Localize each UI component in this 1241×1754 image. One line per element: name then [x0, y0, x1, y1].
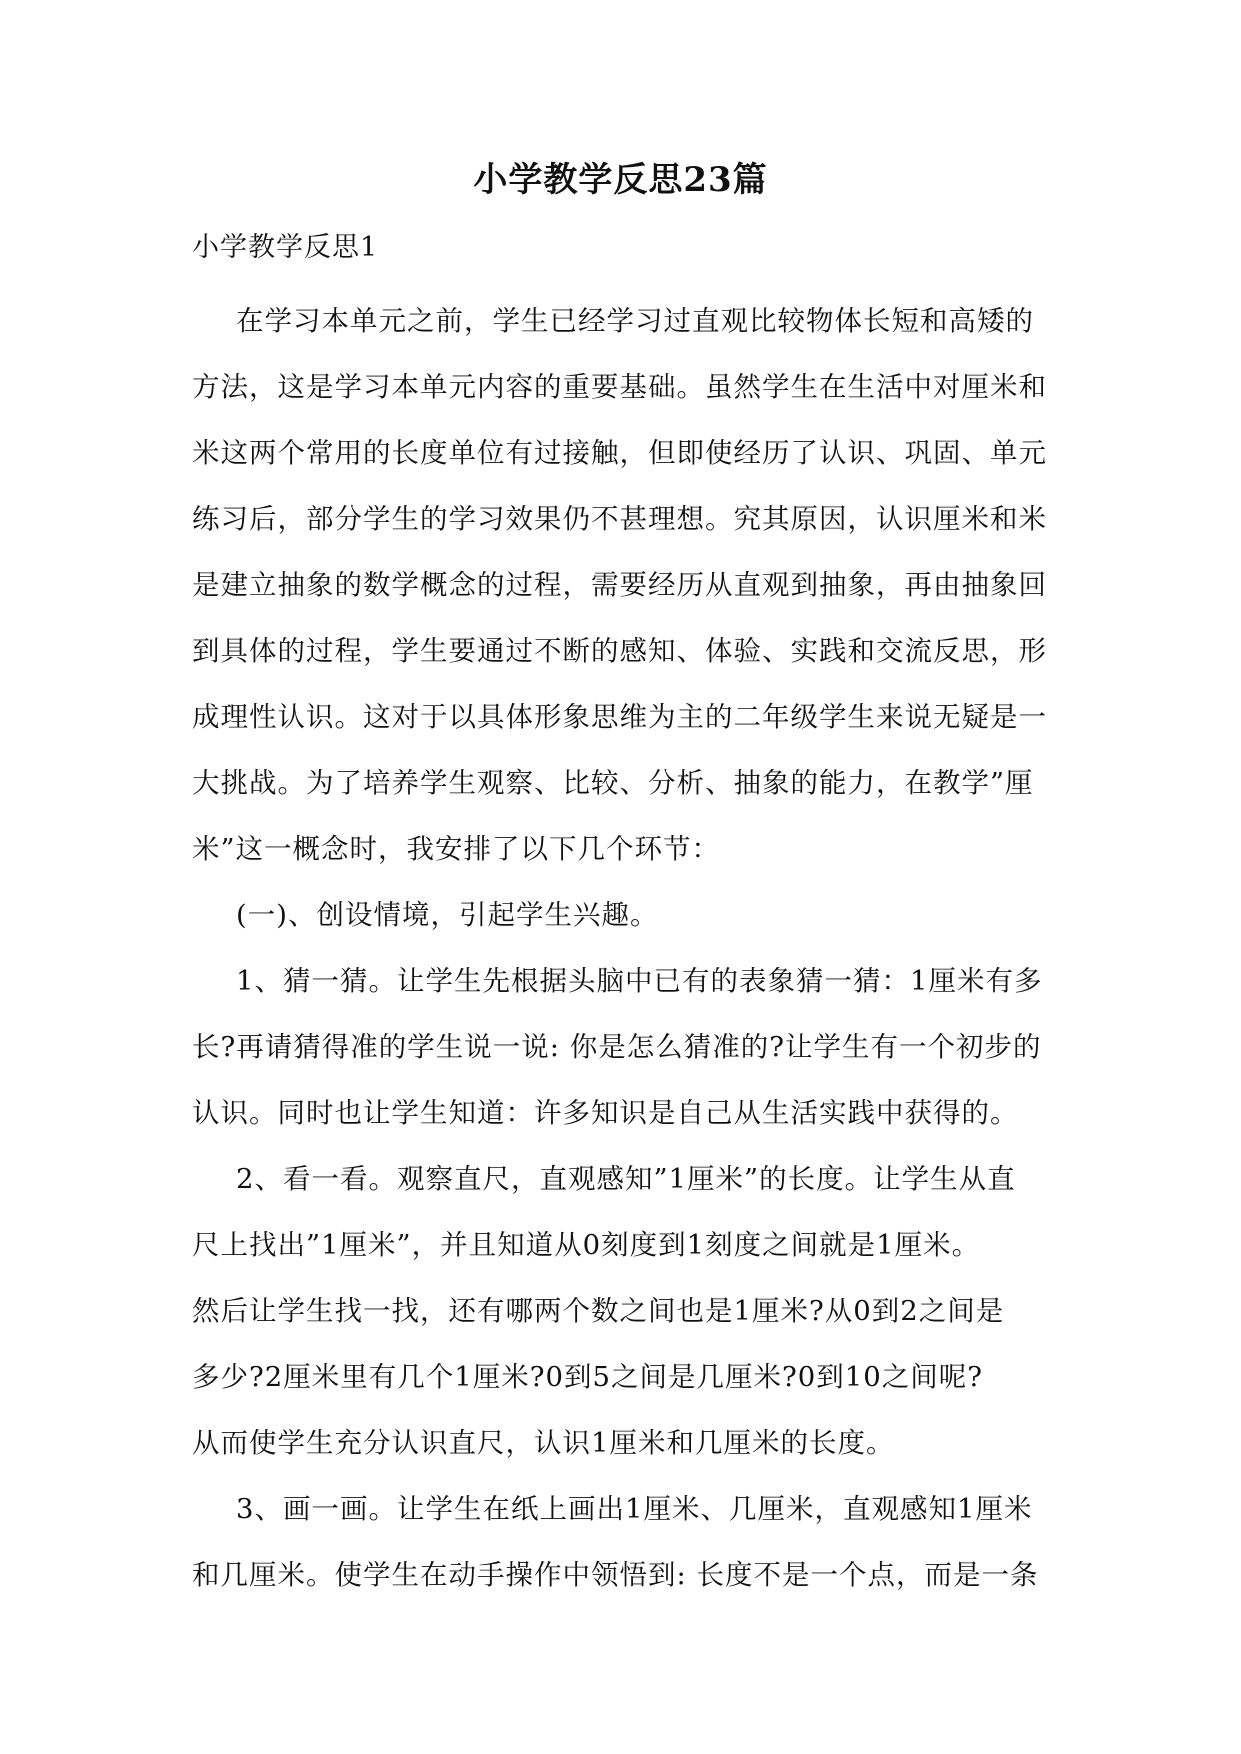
text-line: 练习后，部分学生的学习效果仍不甚理想。究其原因，认识厘米和米	[192, 503, 1047, 535]
section-heading: 小学教学反思1	[192, 232, 379, 263]
document-title: 小学教学反思23篇	[473, 160, 768, 200]
text-line: 3、画一画。让学生在纸上画出1厘米、几厘米，直观感知1厘米	[236, 1493, 1033, 1525]
text-line: 成理性认识。这对于以具体形象思维为主的二年级学生来说无疑是一	[192, 701, 1047, 733]
text-line: 尺上找出”1厘米”，并且知道从0刻度到1刻度之间就是1厘米。	[192, 1229, 981, 1261]
text-line: 到具体的过程，学生要通过不断的感知、体验、实践和交流反思，形	[192, 635, 1047, 667]
text-line: 米这两个常用的长度单位有过接触，但即使经历了认识、巩固、单元	[192, 437, 1047, 469]
document-body	[192, 288, 1052, 1608]
text-line: 和几厘米。使学生在动手操作中领悟到: 长度不是一个点，而是一条	[192, 1559, 1039, 1591]
text-line: 方法，这是学习本单元内容的重要基础。虽然学生在生活中对厘米和	[192, 371, 1047, 403]
paragraph	[192, 948, 1052, 1146]
paragraph	[192, 288, 1052, 882]
paragraph	[192, 1476, 1052, 1608]
text-line: 从而使学生充分认识直尺，认识1厘米和几厘米的长度。	[192, 1427, 895, 1459]
text-line: 2、看一看。观察直尺，直观感知”1厘米”的长度。让学生从直	[236, 1163, 1016, 1195]
text-line: 然后让学生找一找，还有哪两个数之间也是1厘米?从0到2之间是	[192, 1295, 1005, 1327]
text-line: 认识。同时也让学生知道：许多知识是自己从生活实践中获得的。	[192, 1097, 1019, 1129]
text-line: (一)、创设情境，引起学生兴趣。	[236, 899, 659, 931]
text-line: 米”这一概念时，我安排了以下几个环节：	[192, 833, 721, 865]
paragraph	[192, 1146, 1052, 1476]
paragraph	[192, 882, 1052, 948]
text-line: 1、猜一猜。让学生先根据头脑中已有的表象猜一猜：1厘米有多	[236, 965, 1043, 997]
text-line: 长?再请猜得准的学生说一说: 你是怎么猜准的?让学生有一个初步的	[192, 1031, 1042, 1063]
text-line: 大挑战。为了培养学生观察、比较、分析、抽象的能力，在教学”厘	[192, 767, 1034, 799]
text-line: 是建立抽象的数学概念的过程，需要经历从直观到抽象，再由抽象回	[192, 569, 1047, 601]
text-line: 在学习本单元之前，学生已经学习过直观比较物体长短和高矮的	[236, 305, 1034, 337]
text-line: 多少?2厘米里有几个1厘米?0到5之间是几厘米?0到10之间呢?	[192, 1361, 983, 1393]
